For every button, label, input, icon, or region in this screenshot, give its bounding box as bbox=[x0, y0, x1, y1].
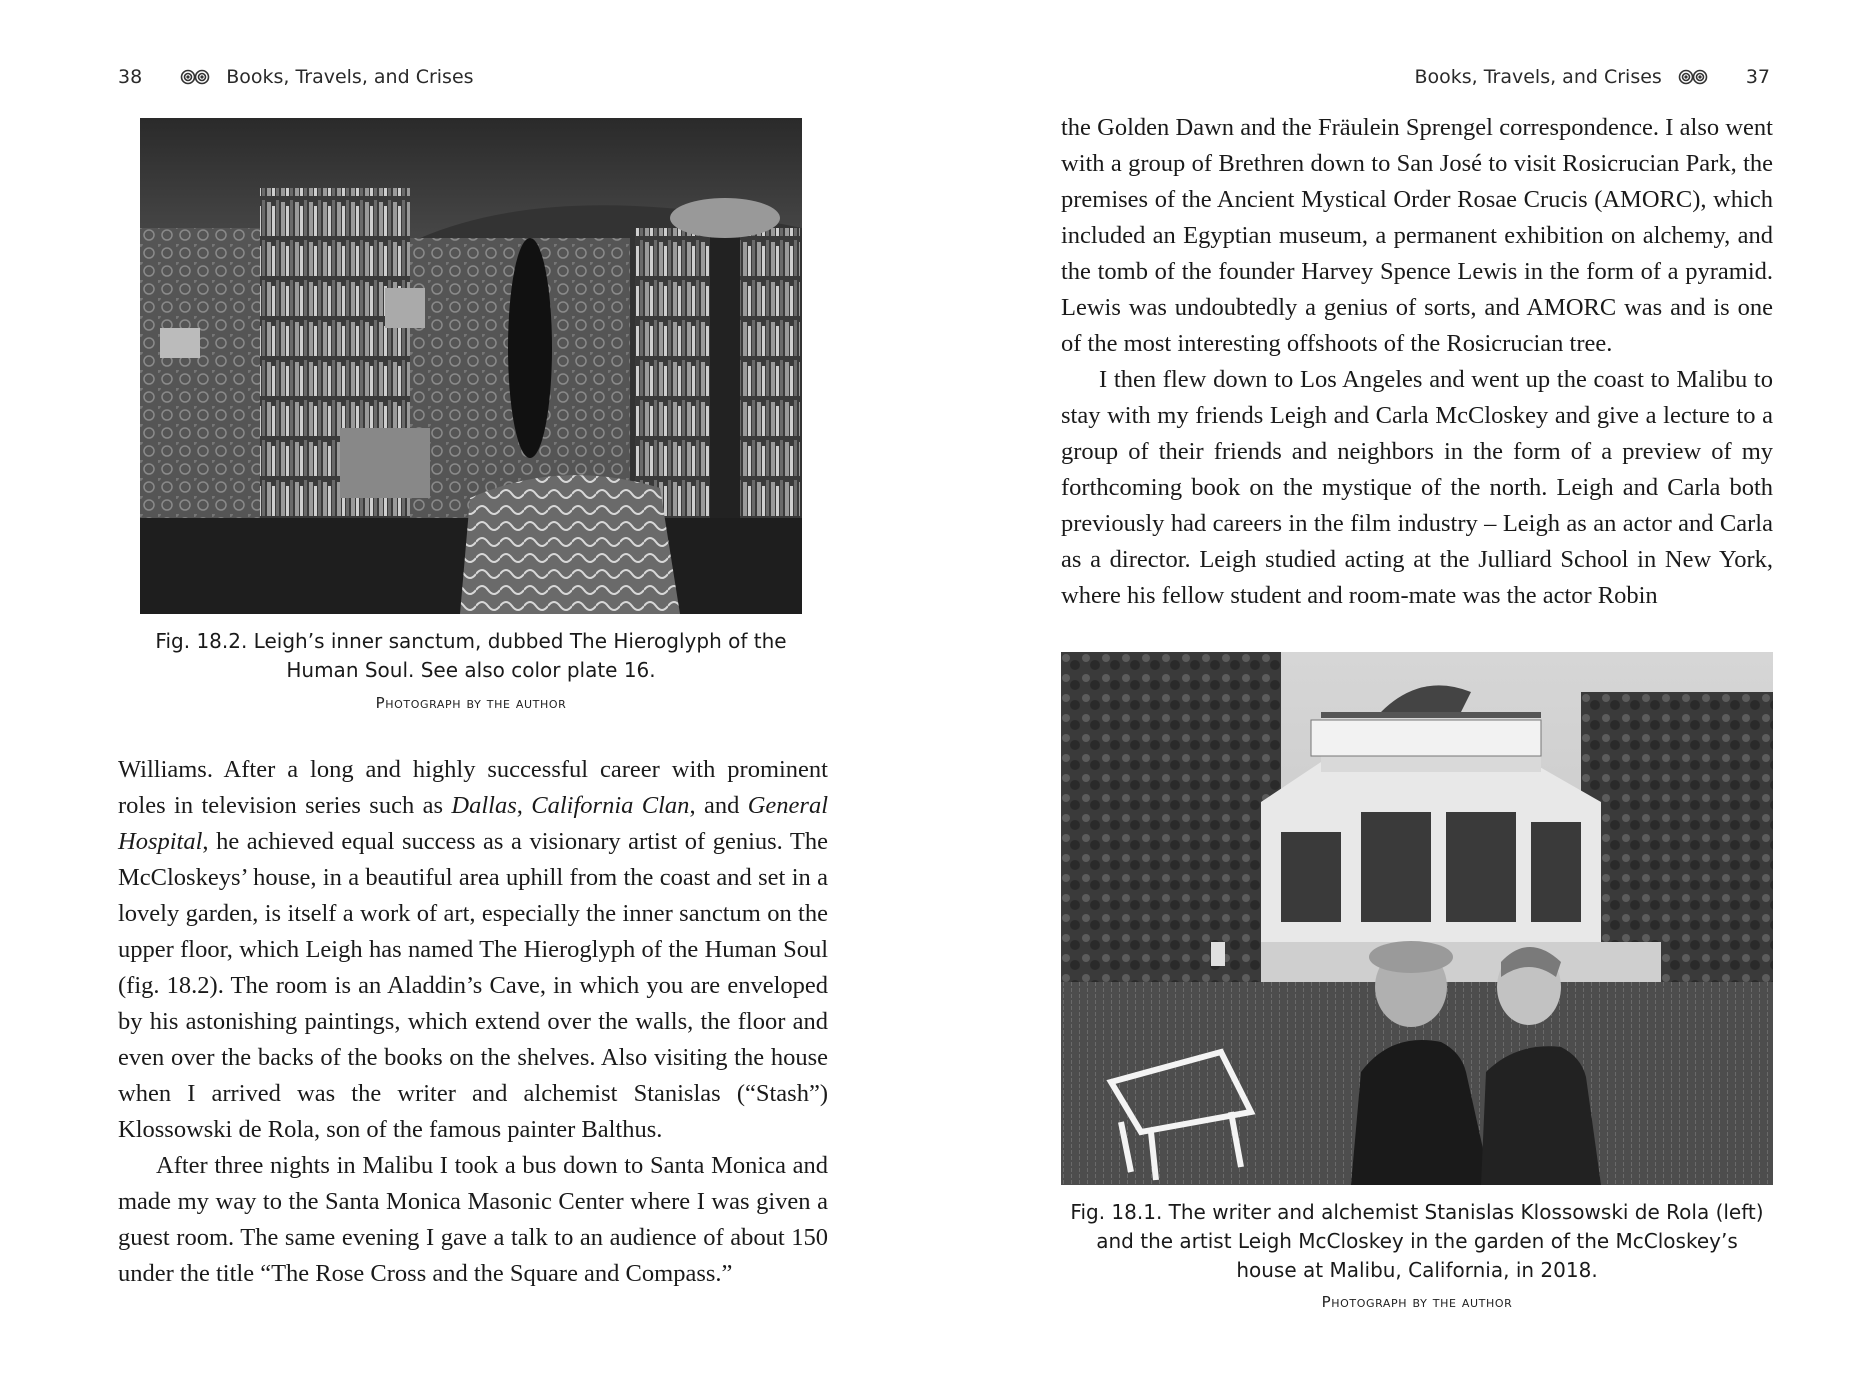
spiral-ornament-icon bbox=[180, 69, 210, 85]
caption-line: Fig. 18.1. The writer and alchemist Stanislas Klossowski de Rola (left) bbox=[1070, 1200, 1764, 1224]
left-body-text bbox=[118, 752, 828, 1292]
fig-18-2-caption bbox=[120, 627, 822, 685]
caption-line: and the artist Leigh McCloskey in the garden of the McCloskey’s bbox=[1096, 1229, 1738, 1253]
caption-line: house at Malibu, California, in 2018. bbox=[1236, 1258, 1598, 1282]
left-paragraph-1: Williams. After a long and highly successful career with prominent roles in television series such as Dallas, California Clan, and General Hospital, he achieved equal success as a visionary artist of genius. The McCloskeys’ house, in a beautiful area uphill from the coast and set in a lovely garden, is itself a work of art, especially the inner sanctum on the upper floor, which Leigh has named The Hieroglyph of the Human Soul (fig. 18.2). The room is an Aladdin’s Cave, in which you are enveloped by his astonishing paintings, which extend over the walls, the floor and even over the backs of the books on the shelves. Also visiting the house when I arrived was the writer and alchemist Stanislas (“Stash”) Klossowski de Rola, son of the famous painter Balthus. bbox=[118, 756, 829, 1143]
caption-line: Fig. 18.2. Leigh’s inner sanctum, dubbed The Hieroglyph of the bbox=[155, 629, 787, 653]
left-running-head bbox=[118, 62, 474, 92]
spiral-ornament-icon bbox=[1678, 69, 1708, 85]
left-page-number: 38 bbox=[118, 66, 143, 88]
fig-18-2-credit: Photograph by the author bbox=[375, 694, 567, 712]
left-running-title: Books, Travels, and Crises bbox=[226, 66, 474, 88]
right-paragraph-1: the Golden Dawn and the Fräulein Sprengel correspondence. I also went with a group of Brethren down to San José to visit Rosicrucian Park, the premises of the Ancient Mystical Order Rosae Crucis (AMORC), which included an Egyptian museum, a permanent exhibition on alchemy, and the tomb of the founder Harvey Spence Lewis in the form of a pyramid. Lewis was undoubtedly a genius of sorts, and AMORC was and is one of the most interesting offshoots of the Rosicrucian tree. bbox=[1061, 114, 1773, 357]
right-running-title: Books, Travels, and Crises bbox=[1414, 66, 1662, 88]
right-running-head bbox=[1414, 62, 1770, 92]
italic-title: General Hospital bbox=[118, 792, 829, 855]
right-page-number: 37 bbox=[1745, 66, 1770, 88]
caption-line: Human Soul. See also color plate 16. bbox=[286, 658, 656, 682]
italic-title: California Clan bbox=[531, 792, 690, 819]
fig-18-1-credit: Photograph by the author bbox=[1321, 1293, 1513, 1311]
right-paragraph-2: I then flew down to Los Angeles and went up the coast to Malibu to stay with my friends Leigh and Carla McCloskey and give a lecture to a group of their friends and neighbors in the form of a preview of my forthcoming book on the mystique of the north. Leigh and Carla both previously had careers in the film industry – Leigh as an actor and Carla as a director. Leigh studied acting at the Julliard School in New York, where his fellow student and room-mate was the actor Robin bbox=[1061, 366, 1773, 609]
right-body-text bbox=[1061, 110, 1773, 614]
italic-title: Dallas bbox=[451, 792, 517, 819]
inner-sanctum-photo bbox=[140, 118, 802, 614]
fig-18-1-caption bbox=[1041, 1198, 1793, 1285]
garden-house-photo bbox=[1061, 652, 1773, 1185]
left-paragraph-2: After three nights in Malibu I took a bus down to Santa Monica and made my way to the Santa Monica Masonic Center where I was given a guest room. The same evening I gave a talk to an audience of about 150 under the title “The Rose Cross and the Square and Compass.” bbox=[118, 1152, 828, 1287]
right-page bbox=[933, 0, 1866, 1400]
